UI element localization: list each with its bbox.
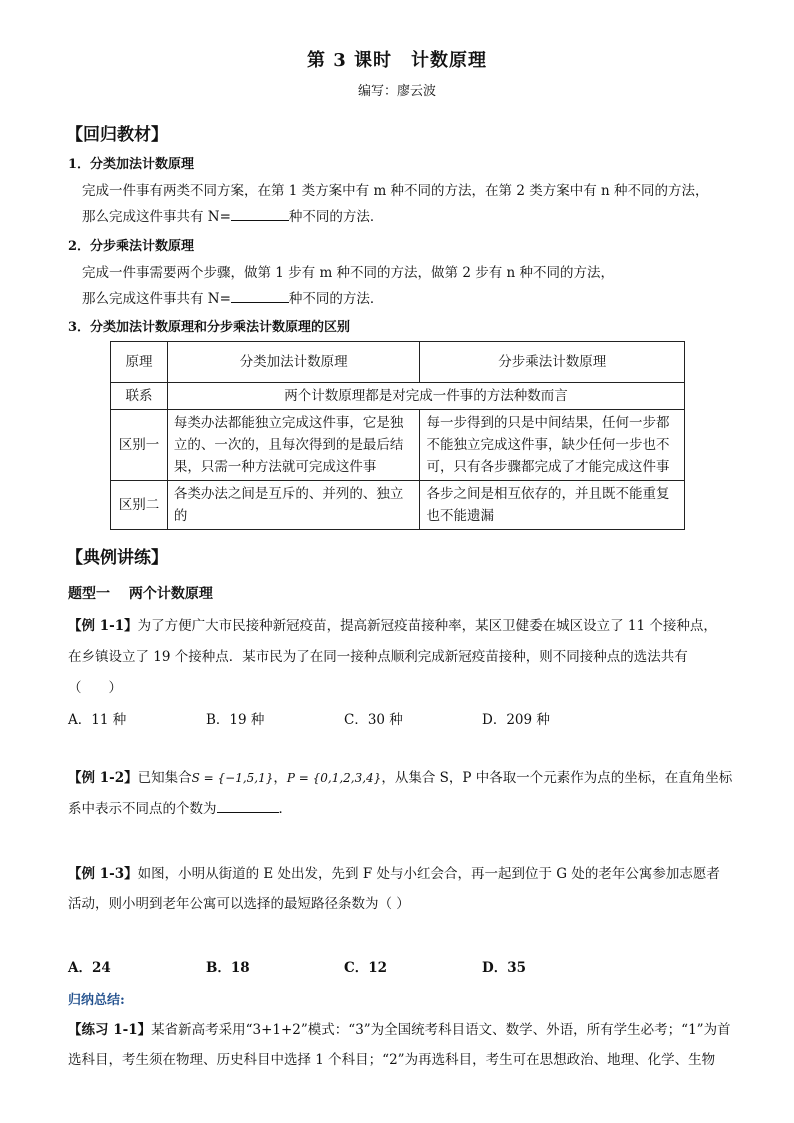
example-text: 系中表示不同点的个数为 xyxy=(68,801,217,817)
item1-line2-prefix: 那么完成这件事共有 N= xyxy=(82,209,231,225)
table-row-link xyxy=(111,383,685,410)
author-line: 编写：廖云波 xyxy=(357,84,436,99)
option-c[interactable]: C．12 xyxy=(344,960,388,976)
option-a[interactable]: A．24 xyxy=(68,960,111,976)
table-row-diff2 xyxy=(111,481,685,530)
example-label: 【例 1-2】 xyxy=(68,770,138,786)
item2-answer-blank[interactable] xyxy=(231,290,289,303)
example-text: 如图，小明从街道的 E 处出发，先到 F 处与小红会合，再一起到位于 G 处的老年公寓参加志愿者 xyxy=(137,866,720,882)
page-title: 第 3 课时 计数原理 xyxy=(306,50,488,71)
item2-line1: 完成一件事需要两个步骤，做第 1 步有 m 种不同的方法，做第 2 步有 n 种不同的方法， xyxy=(82,265,615,281)
item2-line2 xyxy=(82,287,383,307)
item2-line2-prefix: 那么完成这件事共有 N= xyxy=(82,291,231,307)
practice-text: 某省新高考采用“3+1+2”模式：“3”为全国统考科目语文、数学、外语，所有学生必考；“1”为首 xyxy=(151,1022,731,1038)
option-b[interactable]: B．19 种 xyxy=(206,712,265,728)
example-1-3-line1 xyxy=(68,862,720,882)
example-1-2-line2 xyxy=(68,797,292,817)
set-p-formula: P = {0,1,2,3,4} xyxy=(286,771,382,785)
option-d[interactable]: D．35 xyxy=(482,960,526,976)
example-label: 【例 1-1】 xyxy=(68,618,138,634)
summary-label: 归纳总结: xyxy=(68,993,125,1008)
example-1-2-answer-blank[interactable] xyxy=(217,800,279,813)
table-row-header xyxy=(111,342,685,383)
option-d[interactable]: D．209 种 xyxy=(482,712,550,728)
set-s-formula: S = {−1,5,1} xyxy=(191,771,274,785)
example-1-3-line2: 活动，则小明到老年公寓可以选择的最短路径条数为（ ） xyxy=(68,896,410,912)
example-text: ． xyxy=(278,801,292,817)
item1-answer-blank[interactable] xyxy=(231,208,289,221)
table-row-diff1 xyxy=(111,410,685,481)
item1-title: 1．分类加法计数原理 xyxy=(68,157,195,172)
example-1-1-answer-paren[interactable]: （ ） xyxy=(68,680,122,696)
item2-line2-suffix: 种不同的方法． xyxy=(288,291,384,307)
example-1-2-line1 xyxy=(68,766,732,786)
example-text: ， xyxy=(273,770,287,786)
example-label: 【例 1-3】 xyxy=(68,866,138,882)
section-heading-examples: 【典例讲练】 xyxy=(66,548,168,568)
table-row-label: 区别二 xyxy=(111,481,168,530)
example-1-1-line1 xyxy=(68,614,717,634)
table-cell-mul-diff2: 各步之间是相互依存的，并且既不能重复也不能遗漏 xyxy=(420,481,685,530)
practice-1-1-line2: 选科目，考生须在物理、历史科目中选择 1 个科目；“2”为再选科目，考生可在思想政治、地理、化学、生物 xyxy=(68,1052,716,1068)
table-cell-add-diff2: 各类办法之间是互斥的、并列的、独立的 xyxy=(167,481,420,530)
item1-line2 xyxy=(82,205,383,225)
example-1-1-line2: 在乡镇设立了 19 个接种点．某市民为了在同一接种点顺利完成新冠疫苗接种，则不同接种点的选法共有 xyxy=(68,649,688,665)
table-cell-link: 两个计数原理都是对完成一件事的方法种数而言 xyxy=(167,383,684,410)
practice-label: 【练习 1-1】 xyxy=(68,1022,152,1038)
table-header-cell: 原理 xyxy=(111,342,168,383)
option-a[interactable]: A．11 种 xyxy=(68,712,127,728)
example-text: 已知集合 xyxy=(137,770,192,786)
practice-1-1-line1 xyxy=(68,1018,731,1038)
example-text: ，从集合 S，P 中各取一个元素作为点的坐标，在直角坐标 xyxy=(381,770,733,786)
example-text: 为了方便广大市民接种新冠疫苗，提高新冠疫苗接种率，某区卫健委在城区设立了 11 个接种点， xyxy=(137,618,717,634)
type1-title: 题型一 两个计数原理 xyxy=(68,586,213,602)
comparison-table xyxy=(110,341,685,530)
table-cell-add-diff1: 每类办法都能独立完成这件事，它是独立的、一次的，且每次得到的是最后结果，只需一种方法就可完成这件事 xyxy=(167,410,420,481)
table-header-cell: 分类加法计数原理 xyxy=(167,342,420,383)
table-header-cell: 分步乘法计数原理 xyxy=(420,342,685,383)
item2-title: 2．分步乘法计数原理 xyxy=(68,239,195,254)
item1-line1: 完成一件事有两类不同方案，在第 1 类方案中有 m 种不同的方法，在第 2 类方案中有 n 种不同的方法， xyxy=(82,183,709,199)
section-heading-review: 【回归教材】 xyxy=(66,125,168,145)
table-cell-mul-diff1: 每一步得到的只是中间结果，任何一步都不能独立完成这件事，缺少任何一步也不可，只有各步骤都完成了才能完成这件事 xyxy=(420,410,685,481)
table-row-label: 区别一 xyxy=(111,410,168,481)
option-c[interactable]: C．30 种 xyxy=(344,712,403,728)
item3-title: 3．分类加法计数原理和分步乘法计数原理的区别 xyxy=(68,320,351,335)
item1-line2-suffix: 种不同的方法． xyxy=(288,209,384,225)
option-b[interactable]: B．18 xyxy=(206,960,250,976)
table-row-label: 联系 xyxy=(111,383,168,410)
